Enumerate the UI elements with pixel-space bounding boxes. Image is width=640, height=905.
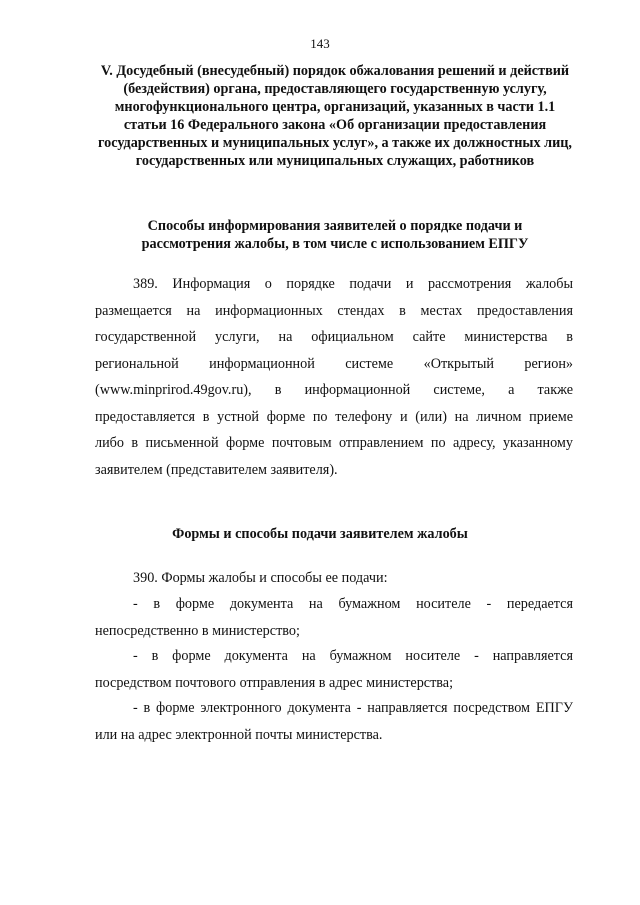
subsection-title: Способы информирования заявителей о порядке подачи и рассмотрения жалобы, в том числе с использованием ЕПГУ (141, 218, 529, 252)
paragraph-line: предоставляется в устной форме по телефону и (или) на личном приеме (95, 408, 573, 425)
paragraph-line: государственной услуги, на официальном сайте министерства в (95, 329, 573, 345)
paragraph-line: 389. Информация о порядке подачи и рассмотрения жалобы (133, 276, 573, 292)
paragraph-line: региональной информационной системе «Открытый регион» (95, 355, 573, 372)
paragraph-390-intro: 390. Формы жалобы и способы ее подачи: (133, 570, 388, 586)
list-item: - в форме документа на бумажном носителе - направляется посредством почтового отправления в адрес министерства; (95, 648, 573, 691)
paragraph-line: размещается на информационных стендах в местах предоставления (95, 302, 573, 319)
list-item: - в форме документа на бумажном носителе - передается непосредственно в министерство; (95, 596, 573, 639)
page-number: 143 (310, 36, 330, 51)
section-title: V. Досудебный (внесудебный) порядок обжалования решений и действий (бездействия) органа, предоставляющего государственную услугу, многофункционального центра, организаций, указанных в части 1.1 статьи 16 Федерального закона «Об организации предоставления государственных и муниципальных услуг», а также их должностных лиц, государственных или муниципальных служащих, работников (98, 63, 572, 169)
paragraph-line: (www.minprirod.49gov.ru), в информационной системе, а также (95, 382, 573, 398)
paragraph-line: либо в письменной форме почтовым отправлением по адресу, указанному (95, 435, 573, 451)
forms-title: Формы и способы подачи заявителем жалобы (172, 526, 468, 542)
list-item: - в форме электронного документа - направляется посредством ЕПГУ или на адрес электронной почты министерства. (95, 700, 573, 743)
paragraph-line: заявителем (представителем заявителя). (95, 461, 338, 478)
paragraph-389 (95, 271, 573, 483)
